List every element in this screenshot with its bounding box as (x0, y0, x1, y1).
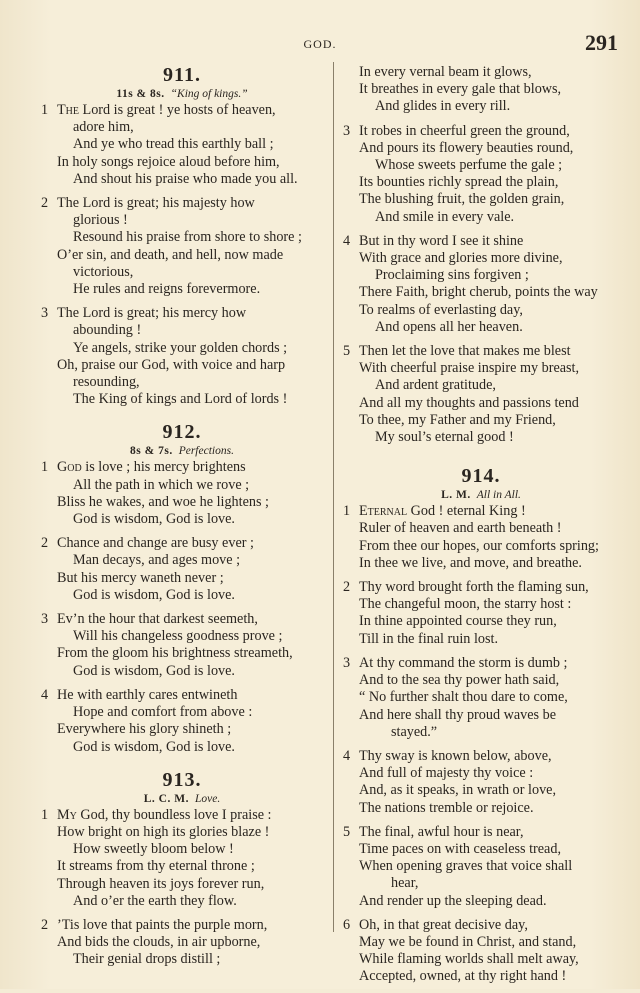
verse-line: The Lord is great; his majesty how (57, 195, 255, 212)
verse-line: Will his changeless goodness prove ; (73, 628, 283, 645)
verse (338, 655, 624, 741)
verse-line: The blushing fruit, the golden grain, (359, 191, 565, 208)
verse-line: Proclaiming sins forgiven ; (375, 267, 529, 284)
verse-number: 2 (41, 535, 49, 552)
hymn (36, 769, 328, 969)
verse (36, 195, 328, 298)
verse-line: And smile in every vale. (375, 208, 515, 225)
verse-number: 4 (343, 747, 351, 764)
verse (36, 687, 328, 756)
verse-line: glorious ! (73, 212, 128, 229)
hymn-meter: L. M. (441, 489, 471, 502)
verse-line: In holy songs rejoice aloud before him, (57, 153, 280, 170)
verse-line: stayed.” (391, 723, 438, 740)
verse-line: There Faith, bright cherub, points the way (359, 284, 598, 301)
verse (338, 503, 624, 572)
hymn-meter: 8s & 7s. (130, 445, 173, 458)
verse-line: And glides in every rill. (375, 98, 511, 115)
verse-line: Then let the love that makes me blest (359, 343, 571, 360)
verse-line: The Lord is great; his mercy how (57, 305, 247, 322)
verse (36, 305, 328, 408)
verse-line: In every vernal beam it glows, (359, 64, 532, 80)
verse-line: God is wisdom, God is love. (73, 511, 235, 528)
verse-number: 3 (343, 122, 351, 139)
verse-line: O’er sin, and death, and hell, now made (57, 246, 284, 263)
verse (338, 824, 624, 910)
verse-line: With grace and glories more divine, (359, 250, 563, 267)
verse-line: My God, thy boundless love I praise : (57, 806, 272, 823)
verse-line: And here shall thy proud waves be (359, 706, 556, 723)
verse (36, 535, 328, 604)
verse-line: Oh, in that great decisive day, (359, 916, 528, 933)
verse-line: Ye angels, strike your golden chords ; (73, 339, 288, 356)
verse-line: It robes in cheerful green the ground, (359, 122, 570, 139)
verse (36, 459, 328, 528)
verse-line: The final, awful hour is near, (359, 823, 524, 840)
verse-line: Ev’n the hour that darkest seemeth, (57, 611, 258, 628)
hymn-number: 914. (461, 465, 501, 488)
verse-line: And opens all her heaven. (375, 318, 523, 335)
hymn (36, 64, 328, 408)
verse-line: God is love ; his mercy brightens (57, 459, 246, 476)
verse-line: And to the sea thy power hath said, (359, 672, 560, 689)
verse-line: From thee our hopes, our comforts spring; (359, 537, 599, 554)
verse-line: Man decays, and ages move ; (73, 552, 241, 569)
verse-line: All the path in which we rove ; (73, 476, 250, 493)
hymn-meter-line (338, 488, 624, 502)
verse-line: It streams from thy eternal throne ; (57, 858, 255, 875)
verse-line: The changeful moon, the starry host : (359, 596, 572, 613)
verse-line: When opening graves that voice shall (359, 858, 573, 875)
verse-line: Chance and change are busy ever ; (57, 535, 254, 552)
verse-line: God is wisdom, God is love. (73, 662, 235, 679)
verse-first-word: Eternal (359, 503, 408, 520)
verse-line: And full of majesty thy voice : (359, 765, 534, 782)
verse-line: Its bounties richly spread the plain, (359, 174, 559, 191)
hymn-meter: 11s & 8s. (116, 88, 165, 100)
verse-number: 3 (41, 305, 49, 322)
verse-number: 5 (343, 823, 351, 840)
hymn-number: 912. (162, 421, 202, 444)
verse-line: Till in the final ruin lost. (359, 630, 498, 647)
verse-number: 2 (41, 195, 49, 212)
verse-number: 4 (343, 232, 351, 249)
hymn-meter-line (36, 444, 328, 458)
verse-line: While flaming worlds shall melt away, (359, 951, 579, 968)
hymn (36, 421, 328, 755)
verse-line: abounding ! (73, 322, 142, 339)
verse-line: Eternal God ! eternal King ! (359, 503, 526, 520)
verse-line: But his mercy waneth never ; (57, 569, 224, 586)
verse-first-word: God (57, 459, 82, 476)
verse-line: In thee we live, and move, and breathe. (359, 554, 582, 571)
verse-line: Time paces on with ceaseless tread, (359, 840, 561, 857)
verse (36, 917, 328, 969)
verse-line: May we be found in Christ, and stand, (359, 933, 577, 950)
verse (36, 611, 328, 680)
hymn-meter-line (36, 792, 328, 806)
verse-line: Thy word brought forth the flaming sun, (359, 579, 589, 596)
verse-line: resounding, (73, 374, 140, 391)
verse-line: At thy command the storm is dumb ; (359, 654, 568, 671)
verse-line: And ye who tread this earthly ball ; (73, 136, 274, 153)
verse-line: Resound his praise from shore to shore ; (73, 229, 302, 246)
verse-number: 4 (41, 686, 49, 703)
verse-number: 1 (41, 806, 49, 823)
verse-number: 1 (41, 102, 49, 118)
verse-line: hear, (391, 875, 419, 892)
verse-line: And pours its flowery beauties round, (359, 139, 574, 156)
verse-line: In thine appointed course they run, (359, 613, 557, 630)
verse-line: Ruler of heaven and earth beneath ! (359, 520, 562, 537)
verse (338, 579, 624, 648)
verse (338, 233, 624, 336)
right-column (338, 64, 624, 993)
verse-line: The King of kings and Lord of lords ! (73, 391, 288, 408)
verse-line: victorious, (73, 263, 134, 280)
verse-line: My soul’s eternal good ! (375, 429, 514, 446)
verse (338, 123, 624, 226)
verse-line: God is wisdom, God is love. (73, 738, 235, 755)
verse (36, 102, 328, 188)
verse-line: He rules and reigns forevermore. (73, 281, 261, 298)
hymn-meter-line (36, 87, 328, 101)
verse-line: Bliss he wakes, and woe he lightens ; (57, 493, 269, 510)
verse-line: And render up the sleeping dead. (359, 892, 547, 909)
verse-line: God is wisdom, God is love. (73, 586, 235, 603)
verse-number: 1 (343, 503, 351, 520)
verse-line: And o’er the earth they flow. (73, 892, 237, 909)
verse-line: adore him, (73, 119, 134, 136)
hymn-number: 913. (162, 768, 202, 791)
verse (36, 807, 328, 910)
verse-line: And, as it speaks, in wrath or love, (359, 782, 557, 799)
verse-line: It breathes in every gale that blows, (359, 81, 562, 98)
verse-line: Their genial drops distill ; (73, 951, 221, 968)
verse-line: Thy sway is known below, above, (359, 747, 552, 764)
verse-number: 2 (41, 916, 49, 933)
verse-line: Everywhere his glory shineth ; (57, 721, 232, 738)
verse-line: And ardent gratitude, (375, 377, 496, 394)
verse-line: How sweetly bloom below ! (73, 841, 234, 858)
verse-line: And shout his praise who made you all. (73, 170, 298, 187)
left-column (36, 64, 328, 976)
verse (338, 917, 624, 986)
verse-line: The Lord is great ! ye hosts of heaven, (57, 102, 276, 118)
verse-line: But in thy word I see it shine (359, 232, 524, 249)
verse-line: Hope and comfort from above : (73, 704, 253, 721)
continued-verse (338, 64, 624, 116)
running-head: GOD. (303, 37, 337, 51)
verse-line: How bright on high its glories blaze ! (57, 823, 270, 840)
verse-line: From the gloom his brightness streameth, (57, 645, 293, 662)
verse-line: Oh, praise our God, with voice and harp (57, 356, 286, 373)
hymn-number: 911. (163, 64, 201, 86)
verse-line: Whose sweets perfume the gale ; (375, 157, 563, 174)
verse-first-word: My (57, 806, 77, 823)
verse-line: And all my thoughts and passions tend (359, 394, 579, 411)
verse-number: 2 (343, 579, 351, 596)
verse (338, 343, 624, 446)
verse-line: The nations tremble or rejoice. (359, 799, 534, 816)
verse-line: Through heaven its joys forever run, (57, 875, 265, 892)
verse-line: He with earthly cares entwineth (57, 686, 238, 703)
verse-number: 3 (41, 611, 49, 628)
verse-number: 1 (41, 459, 49, 476)
hymn-title: Perfections. (178, 445, 234, 458)
verse-number: 5 (343, 343, 351, 360)
verse-number: 6 (343, 916, 351, 933)
verse (338, 748, 624, 817)
hymn-title: All in All. (476, 489, 521, 502)
hymn (338, 465, 624, 985)
verse-line: And bids the clouds, in air upborne, (57, 934, 261, 951)
verse-line: Accepted, owned, at thy right hand ! (359, 968, 567, 985)
verse-number: 3 (343, 654, 351, 671)
hymn-title: Love. (194, 792, 221, 805)
verse-line: ’Tis love that paints the purple morn, (57, 916, 268, 933)
verse-first-word: The (57, 102, 79, 118)
hymn-title: “King of kings.” (170, 88, 248, 100)
verse-line: To realms of everlasting day, (359, 301, 523, 318)
hymn-meter: L. C. M. (143, 792, 189, 805)
verse-line: “ No further shalt thou dare to come, (359, 689, 568, 706)
verse-line: To thee, my Father and my Friend, (359, 411, 556, 428)
verse-line: With cheerful praise inspire my breast, (359, 360, 580, 377)
page-number: 291 (585, 30, 618, 55)
column-divider (333, 62, 334, 932)
